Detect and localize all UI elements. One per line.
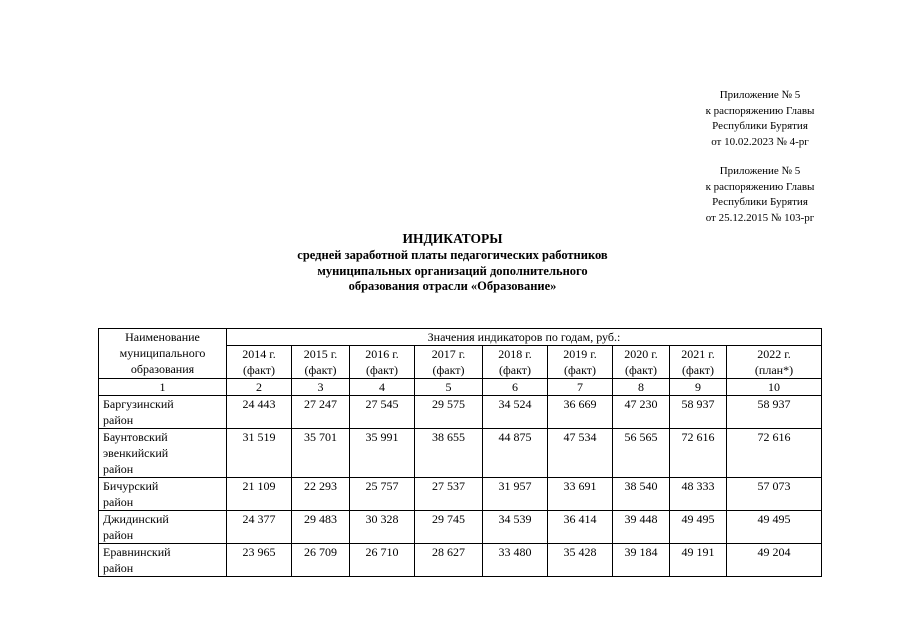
- value-cell: 72 616: [727, 429, 822, 478]
- appendix-line: Приложение № 5: [719, 89, 801, 101]
- value-cell: 49 495: [727, 511, 822, 544]
- municipality-name-cell: [99, 396, 227, 429]
- year-header-cell: [415, 346, 483, 379]
- municipality-name-line: район: [103, 495, 134, 509]
- appendix-line: от 10.02.2023 № 4-рг: [711, 135, 809, 148]
- year-kind: (факт): [365, 363, 398, 377]
- column-number-cell: 7: [548, 379, 613, 396]
- value-cell: 27 537: [415, 478, 483, 511]
- year-header-cell: [227, 346, 292, 379]
- value-cell: 21 109: [227, 478, 292, 511]
- column-number-cell: 6: [483, 379, 548, 396]
- value-cell: 29 483: [292, 511, 350, 544]
- column-number-cell: 3: [292, 379, 350, 396]
- value-cell: 29 745: [415, 511, 483, 544]
- table-row: [99, 396, 822, 429]
- value-cell: 56 565: [613, 429, 670, 478]
- year-kind: (факт): [432, 363, 465, 377]
- year-label: 2019 г.: [563, 347, 597, 361]
- indicators-table: [98, 328, 822, 577]
- value-cell: 29 575: [415, 396, 483, 429]
- title-line: муниципальных организаций дополнительного: [317, 263, 588, 278]
- municipality-name-line: район: [103, 413, 134, 427]
- value-cell: 24 443: [227, 396, 292, 429]
- table-row: [99, 478, 822, 511]
- value-cell: 49 191: [670, 544, 727, 577]
- value-cell: 23 965: [227, 544, 292, 577]
- municipality-name-line: Джидинский: [103, 512, 169, 526]
- value-cell: 31 957: [483, 478, 548, 511]
- year-label: 2022 г.: [757, 347, 791, 361]
- value-cell: 58 937: [727, 396, 822, 429]
- value-cell: 39 448: [613, 511, 670, 544]
- appendix-line: Приложение № 5: [719, 165, 801, 177]
- municipality-name-cell: [99, 429, 227, 478]
- year-header-cell: [613, 346, 670, 379]
- municipality-name-line: Баунтовский: [103, 430, 168, 444]
- year-label: 2014 г.: [242, 347, 276, 361]
- year-label: 2021 г.: [681, 347, 715, 361]
- year-label: 2015 г.: [303, 347, 338, 361]
- year-kind: (факт): [681, 363, 714, 377]
- year-kind: (факт): [498, 363, 531, 377]
- table-row: [99, 511, 822, 544]
- column-number-cell: 9: [670, 379, 727, 396]
- value-cell: 27 545: [350, 396, 415, 429]
- value-cell: 27 247: [292, 396, 350, 429]
- value-cell: 25 757: [350, 478, 415, 511]
- municipality-name-cell: [99, 544, 227, 577]
- municipality-name-line: район: [103, 561, 134, 575]
- value-cell: 30 328: [350, 511, 415, 544]
- value-cell: 26 710: [350, 544, 415, 577]
- year-label: 2016 г.: [365, 347, 399, 361]
- municipality-name-line: Бичурский: [103, 479, 159, 493]
- value-cell: 38 655: [415, 429, 483, 478]
- table-header-row: [99, 329, 822, 346]
- value-cell: 47 230: [613, 396, 670, 429]
- year-kind: (факт): [563, 363, 596, 377]
- table-row: [99, 429, 822, 478]
- column-number-cell: 5: [415, 379, 483, 396]
- appendix-note-original: [600, 164, 905, 226]
- year-label: 2018 г.: [498, 347, 532, 361]
- year-header-cell: [727, 346, 822, 379]
- value-cell: 24 377: [227, 511, 292, 544]
- year-label: 2017 г.: [431, 347, 466, 361]
- year-kind: (факт): [304, 363, 337, 377]
- municipality-name-line: Еравнинский: [103, 545, 171, 559]
- values-header: Значения индикаторов по годам, руб.:: [227, 329, 822, 346]
- title-main: ИНДИКАТОРЫ: [402, 231, 503, 246]
- column-number-cell: 8: [613, 379, 670, 396]
- document-title: [0, 230, 905, 295]
- value-cell: 36 414: [548, 511, 613, 544]
- appendix-line: к распоряжению Главы: [705, 104, 815, 117]
- value-cell: 26 709: [292, 544, 350, 577]
- year-header-cell: [350, 346, 415, 379]
- header-text: Наименование: [125, 330, 200, 344]
- year-kind: (план*): [754, 363, 794, 377]
- value-cell: 33 691: [548, 478, 613, 511]
- appendix-line: Республики Бурятия: [712, 120, 808, 132]
- column-number-cell: 2: [227, 379, 292, 396]
- appendix-line: Республики Бурятия: [712, 196, 808, 208]
- value-cell: 22 293: [292, 478, 350, 511]
- appendix-note-current: [600, 88, 905, 150]
- municipality-name-cell: [99, 478, 227, 511]
- municipality-name-line: Баргузинский: [103, 397, 174, 411]
- name-column-header: [99, 329, 227, 379]
- value-cell: 33 480: [483, 544, 548, 577]
- column-number-cell: 4: [350, 379, 415, 396]
- municipality-name-line: район: [103, 528, 134, 542]
- title-line: средней заработной платы педагогических работников: [297, 248, 608, 262]
- value-cell: 48 333: [670, 478, 727, 511]
- value-cell: 35 701: [292, 429, 350, 478]
- value-cell: 34 524: [483, 396, 548, 429]
- appendix-line: к распоряжению Главы: [705, 180, 815, 193]
- table-row: [99, 544, 822, 577]
- value-cell: 31 519: [227, 429, 292, 478]
- municipality-name-line: район: [103, 462, 134, 476]
- year-header-cell: [292, 346, 350, 379]
- value-cell: 36 669: [548, 396, 613, 429]
- value-cell: 35 991: [350, 429, 415, 478]
- column-number-row: [99, 379, 822, 396]
- value-cell: 58 937: [670, 396, 727, 429]
- value-cell: 38 540: [613, 478, 670, 511]
- value-cell: 57 073: [727, 478, 822, 511]
- year-header-cell: [670, 346, 727, 379]
- value-cell: 47 534: [548, 429, 613, 478]
- value-cell: 49 495: [670, 511, 727, 544]
- header-text: муниципального: [119, 346, 206, 360]
- year-label: 2020 г.: [624, 347, 658, 361]
- column-number-cell: 10: [727, 379, 822, 396]
- year-kind: (факт): [242, 363, 275, 377]
- value-cell: 28 627: [415, 544, 483, 577]
- value-cell: 39 184: [613, 544, 670, 577]
- value-cell: 72 616: [670, 429, 727, 478]
- year-header-cell: [483, 346, 548, 379]
- value-cell: 49 204: [727, 544, 822, 577]
- appendix-line: от 25.12.2015 № 103-рг: [705, 211, 815, 224]
- value-cell: 34 539: [483, 511, 548, 544]
- municipality-name-cell: [99, 511, 227, 544]
- year-kind: (факт): [624, 363, 657, 377]
- year-header-cell: [548, 346, 613, 379]
- title-line: образования отрасли «Образование»: [348, 279, 557, 293]
- value-cell: 44 875: [483, 429, 548, 478]
- header-text: образования: [130, 362, 195, 376]
- value-cell: 35 428: [548, 544, 613, 577]
- column-number-cell: 1: [99, 379, 227, 396]
- municipality-name-line: эвенкийский: [103, 446, 169, 460]
